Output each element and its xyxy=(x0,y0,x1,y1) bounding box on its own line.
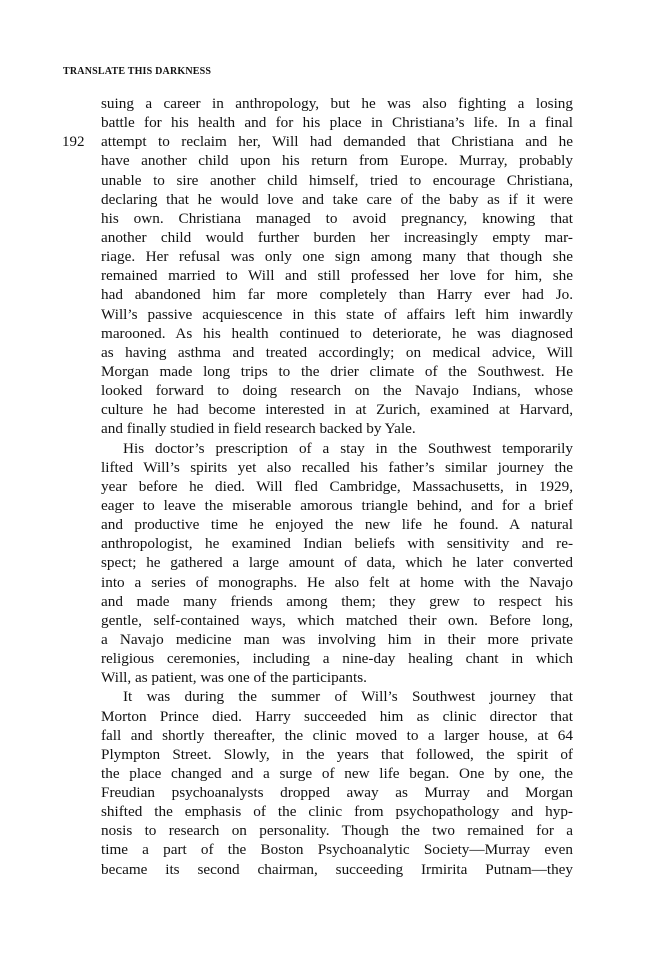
text-line: the place changed and a surge of new life began. One by one, the xyxy=(101,764,573,782)
text-line: nosis to research on personality. Though the two remained for a xyxy=(101,822,573,840)
text-line: marooned. As his health continued to deteriorate, he was diagnosed xyxy=(101,324,573,342)
text-line: Morgan made long trips to the drier climate of the Southwest. He xyxy=(101,362,573,380)
text-line: declaring that he would love and take care of the baby as if it were xyxy=(101,190,573,208)
text-line: battle for his health and for his place in Christiana’s life. In a final xyxy=(101,114,573,132)
text-line: culture he had become interested in at Zurich, examined at Harvard, xyxy=(101,401,573,419)
text-line: Plympton Street. Slowly, in the years that followed, the spirit of xyxy=(101,745,573,763)
text-line: eager to leave the miserable amorous triangle behind, and for a brief xyxy=(101,496,573,514)
text-line: fall and shortly thereafter, the clinic moved to a larger house, at 64 xyxy=(101,726,573,744)
text-line: Will’s passive acquiescence in this state of affairs left him inwardly xyxy=(101,305,573,323)
text-line: and productive time he enjoyed the new life he found. A natural xyxy=(101,516,573,534)
text-line: a Navajo medicine man was involving him in their more private xyxy=(101,630,573,648)
text-line: riage. Her refusal was only one sign among many that though she xyxy=(101,248,573,266)
text-line: lifted Will’s spirits yet also recalled his father’s similar journey the xyxy=(101,458,573,476)
text-line: have another child upon his return from Europe. Murray, probably xyxy=(101,152,573,170)
text-line: gentle, self-contained ways, which matched their own. Before long, xyxy=(101,611,573,629)
text-line-paragraph-start: It was during the summer of Will’s Southwest journey that xyxy=(123,688,573,706)
body-text xyxy=(101,94,573,879)
text-line: shifted the emphasis of the clinic from psychopathology and hyp- xyxy=(101,803,573,821)
page-number: 192 xyxy=(62,134,85,150)
text-line: spect; he gathered a large amount of data, which he later converted xyxy=(101,554,573,572)
text-line: his own. Christiana managed to avoid pregnancy, knowing that xyxy=(101,209,573,227)
text-line: year before he died. Will fled Cambridge, Massachusetts, in 1929, xyxy=(101,477,573,495)
text-line: and made many friends among them; they grew to respect his xyxy=(101,592,573,610)
text-line: unable to sire another child himself, tried to encourage Christiana, xyxy=(101,171,573,189)
text-line: into a series of monographs. He also felt at home with the Navajo xyxy=(101,573,573,591)
running-head: TRANSLATE THIS DARKNESS xyxy=(63,66,212,77)
text-line: became its second chairman, succeeding Irmirita Putnam—they xyxy=(101,860,573,878)
text-line: remained married to Will and still professed her love for him, she xyxy=(101,267,573,285)
text-line: religious ceremonies, including a nine-day healing chant in which xyxy=(101,650,573,668)
text-line: Will, as patient, was one of the participants. xyxy=(101,669,367,687)
text-line: another child would further burden her increasingly empty mar- xyxy=(101,228,573,246)
text-line-paragraph-start: His doctor’s prescription of a stay in the Southwest temporarily xyxy=(123,439,573,457)
text-line: suing a career in anthropology, but he was also fighting a losing xyxy=(101,95,573,112)
text-line: as having asthma and treated accordingly; on medical advice, Will xyxy=(101,343,573,361)
text-line: attempt to reclaim her, Will had demanded that Christiana and he xyxy=(101,133,573,151)
text-line: Freudian psychoanalysts dropped away as Murray and Morgan xyxy=(101,784,573,802)
text-line: had abandoned him far more completely than Harry ever had Jo. xyxy=(101,286,573,304)
text-line: time a part of the Boston Psychoanalytic Society—Murray even xyxy=(101,841,573,859)
text-line: and finally studied in field research backed by Yale. xyxy=(101,420,416,438)
text-line: looked forward to doing research on the Navajo Indians, whose xyxy=(101,382,573,400)
text-line: anthropologist, he examined Indian beliefs with sensitivity and re- xyxy=(101,535,573,553)
text-line: Morton Prince died. Harry succeeded him as clinic director that xyxy=(101,707,573,725)
